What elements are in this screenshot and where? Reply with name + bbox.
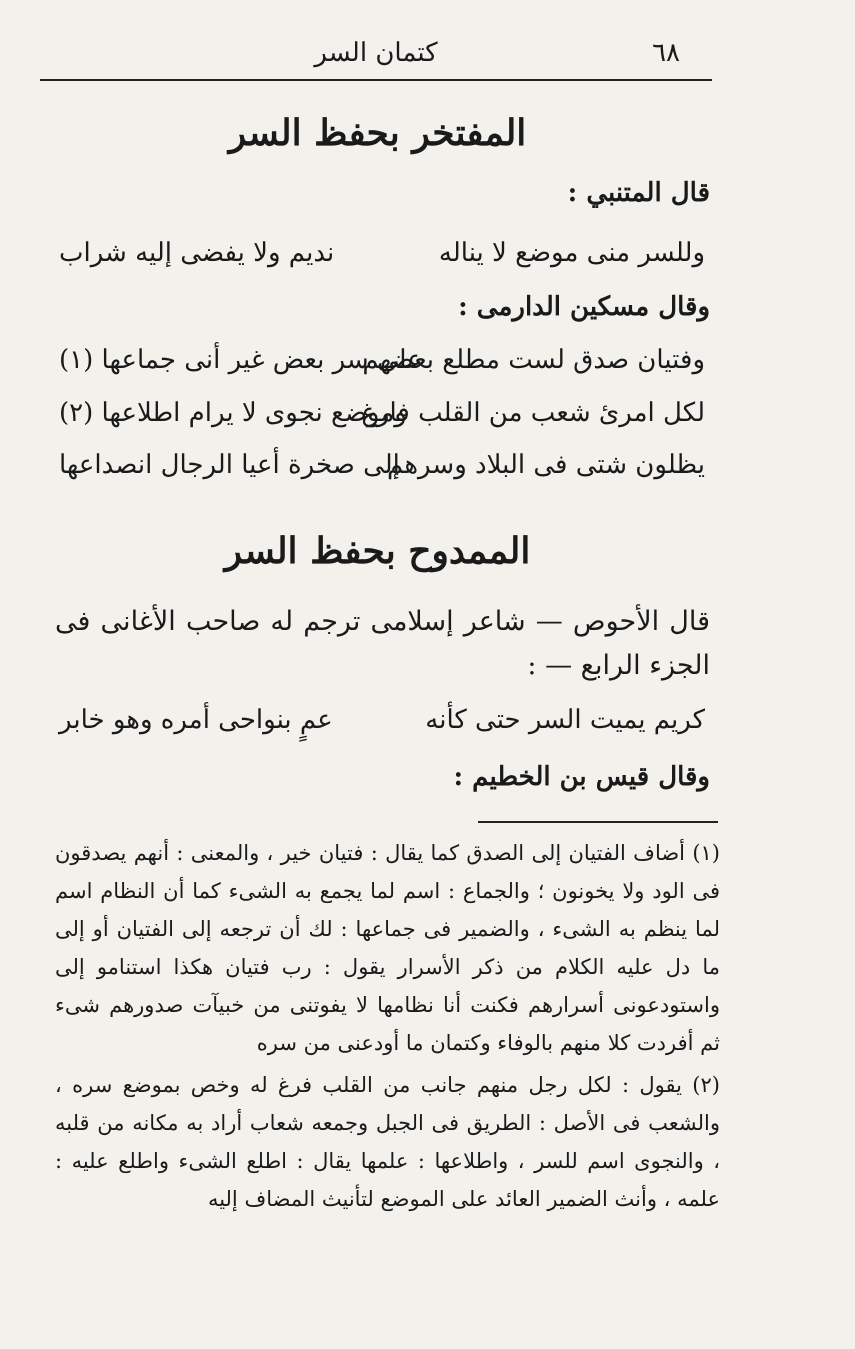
verse-second-hemistich: نديم ولا يفضى إليه شراب [59,238,335,268]
verse-mutanabbi [55,238,715,284]
page-header [40,38,712,78]
section-heading-boasting: المفتخر بحفظ السر [228,112,527,154]
poet-intro-mutanabbi: قال المتنبي : [567,178,710,208]
footnote-rule [478,821,718,823]
footnote-1: (١) أضاف الفتيان إلى الصدق كما يقال : فتيان خير ، والمعنى : أنهم يصدقون فى الود ولا يخونون ؛ والجماع : اسم لما يجمع به الشىء كما أن النظام اسم لما ينظم به الشىء ، والضمير فى جماعها : لك أن ترجعه إلى الفتيان أو إلى ما دل عليه الكلام من ذكر الأسرار يقول : رب فتيان هكذا استنامو إلى واستودعونى أسرارهم فكنت أنا نظامها لا يفوتنى من خبيآت صدورهم شىء ثم أفردت كلا منهم بالوفاء وكتمان ما أودعنى من سره [55,841,720,1055]
poet-intro-qays: وقال قيس بن الخطيم : [453,762,710,792]
verse-first-hemistich: كريم يميت السر حتى كأنه [425,705,705,735]
footnotes [55,834,720,1222]
verse-second-hemistich: على سر بعض غير أنى جماعها (١) [59,345,423,375]
verse-ahwas [55,705,715,751]
header-rule [40,79,712,81]
poet-intro-miskin: وقال مسكين الدارمى : [458,292,710,322]
verse-second-hemistich: إلى صخرة أعيا الرجال انصداعها [59,450,400,480]
verse-first-hemistich: وللسر منى موضع لا يناله [438,238,705,268]
verse-first-hemistich: وفتيان صدق لست مطلع بعضهم [362,345,705,375]
verse-first-hemistich: لكل امرئ شعب من القلب فارغ [361,398,705,428]
ahwas-intro-paragraph: قال الأحوص — شاعر إسلامى ترجم له صاحب الأغانى فى الجزء الرابع — : [55,606,710,681]
verse-miskin-3 [55,450,715,496]
verse-second-hemistich: عمٍ بنواحى أمره وهو خابر [59,705,333,735]
verse-miskin-1 [55,345,715,391]
verse-second-hemistich: وموضع نجوى لا يرام اطلاعها (٢) [59,398,407,428]
footnote-2: (٢) يقول : لكل رجل منهم جانب من القلب فرغ له وخص بموضع سره ، والشعب فى الأصل : الطريق فى الجبل وجمعه شعاب أراد به مكانه من قلبه ، والنجوى اسم للسر ، واطلاعها : علمها يقال : اطلع الشىء واطلع عليه : علمه ، وأنث الضمير العائد على الموضع لتأنيث المضاف إليه [55,1073,720,1211]
page-number: ٦٨ [652,38,680,68]
section-heading-praised: الممدوح بحفظ السر [224,530,531,572]
verse-miskin-2 [55,398,715,444]
verse-first-hemistich: يظلون شتى فى البلاد وسرهم [387,450,705,480]
running-title: كتمان السر [314,38,438,68]
